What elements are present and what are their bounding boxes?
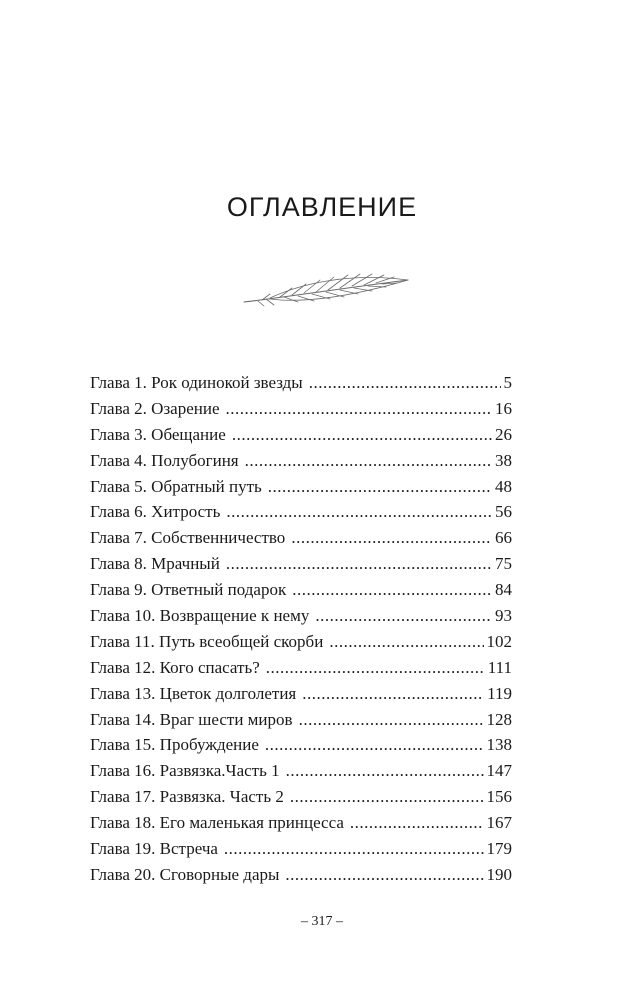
toc-entry-title: Глава 3. Обещание (90, 424, 226, 444)
toc-entry[interactable] (90, 684, 512, 710)
toc-entry-title: Глава 4. Полубогиня (90, 450, 239, 470)
toc-leader-dots (226, 554, 492, 574)
toc-leader-dots (226, 502, 492, 522)
toc-entry[interactable] (90, 787, 512, 813)
toc-entry-page: 128 (486, 709, 512, 729)
toc-leader-dots (290, 787, 484, 807)
toc-leader-dots (266, 658, 485, 678)
toc-entry-title: Глава 16. Развязка.Часть 1 (90, 761, 280, 781)
toc-entry[interactable] (90, 373, 512, 399)
toc-entry-page: 38 (495, 450, 512, 470)
toc-leader-dots (285, 865, 483, 885)
toc-leader-dots (265, 735, 484, 755)
toc-leader-dots (232, 425, 492, 445)
toc-entry[interactable] (90, 477, 512, 503)
toc-entry-title: Глава 10. Возвращение к нему (90, 606, 310, 626)
toc-entry-title: Глава 6. Хитрость (90, 502, 221, 522)
toc-entry-title: Глава 18. Его маленькая принцесса (90, 813, 344, 833)
toc-entry-page: 48 (495, 476, 512, 496)
table-of-contents (90, 373, 512, 891)
toc-entry[interactable] (90, 580, 512, 606)
toc-leader-dots (226, 399, 492, 419)
toc-entry-title: Глава 2. Озарение (90, 398, 220, 418)
toc-entry-title: Глава 12. Кого спасать? (90, 657, 260, 677)
toc-leader-dots (245, 451, 492, 471)
toc-entry-page: 119 (487, 683, 512, 703)
toc-entry-page: 102 (486, 631, 512, 651)
toc-entry-title: Глава 9. Ответный подарок (90, 580, 287, 600)
toc-entry-page: 93 (495, 606, 512, 626)
toc-leader-dots (286, 761, 484, 781)
toc-entry-page: 84 (495, 580, 512, 600)
toc-entry-page: 5 (503, 373, 512, 392)
toc-entry[interactable] (90, 606, 512, 632)
toc-entry-page: 16 (495, 398, 512, 418)
toc-entry[interactable] (90, 554, 512, 580)
toc-leader-dots (224, 839, 484, 859)
toc-entry-page: 56 (495, 502, 512, 522)
toc-entry-page: 26 (495, 424, 512, 444)
toc-entry[interactable] (90, 399, 512, 425)
toc-entry-page: 66 (495, 528, 512, 548)
toc-entry[interactable] (90, 735, 512, 761)
toc-leader-dots (350, 813, 484, 833)
toc-entry-page: 111 (487, 657, 512, 677)
toc-entry[interactable] (90, 425, 512, 451)
toc-entry-title: Глава 17. Развязка. Часть 2 (90, 787, 284, 807)
toc-leader-dots (329, 632, 483, 652)
toc-entry[interactable] (90, 528, 512, 554)
toc-entry-page: 147 (486, 761, 512, 781)
toc-entry-title: Глава 5. Обратный путь (90, 476, 262, 496)
toc-leader-dots (291, 528, 492, 548)
toc-leader-dots (292, 580, 492, 600)
toc-entry-title: Глава 7. Собственничество (90, 528, 286, 548)
toc-leader-dots (309, 373, 501, 393)
toc-entry-title: Глава 8. Мрачный (90, 554, 220, 574)
toc-entry-page: 190 (486, 864, 512, 884)
toc-entry[interactable] (90, 632, 512, 658)
toc-entry-title: Глава 14. Враг шести миров (90, 709, 293, 729)
page-number: – 317 – (301, 914, 343, 929)
toc-entry[interactable] (90, 502, 512, 528)
toc-entry-title: Глава 15. Пробуждение (90, 735, 259, 755)
toc-entry-title: Глава 19. Встреча (90, 839, 218, 859)
toc-entry[interactable] (90, 658, 512, 684)
toc-entry-title: Глава 11. Путь всеобщей скорби (90, 631, 324, 651)
toc-entry[interactable] (90, 813, 512, 839)
toc-entry-page: 156 (486, 787, 512, 807)
toc-entry[interactable] (90, 865, 512, 891)
toc-entry[interactable] (90, 761, 512, 787)
toc-leader-dots (302, 684, 484, 704)
toc-entry-title: Глава 1. Рок одинокой звезды (90, 373, 303, 392)
toc-entry-page: 138 (486, 735, 512, 755)
toc-entry-page: 179 (486, 839, 512, 859)
toc-entry[interactable] (90, 451, 512, 477)
toc-leader-dots (315, 606, 492, 626)
toc-entry[interactable] (90, 710, 512, 736)
toc-entry-page: 75 (495, 554, 512, 574)
toc-entry-title: Глава 20. Сговорные дары (90, 864, 280, 884)
toc-entry-page: 167 (486, 813, 512, 833)
feather-icon (240, 268, 412, 316)
toc-entry-title: Глава 13. Цветок долголетия (90, 683, 297, 703)
toc-leader-dots (299, 710, 484, 730)
toc-leader-dots (268, 477, 492, 497)
toc-entry[interactable] (90, 839, 512, 865)
page-title: ОГЛАВЛЕНИЕ (226, 192, 418, 222)
